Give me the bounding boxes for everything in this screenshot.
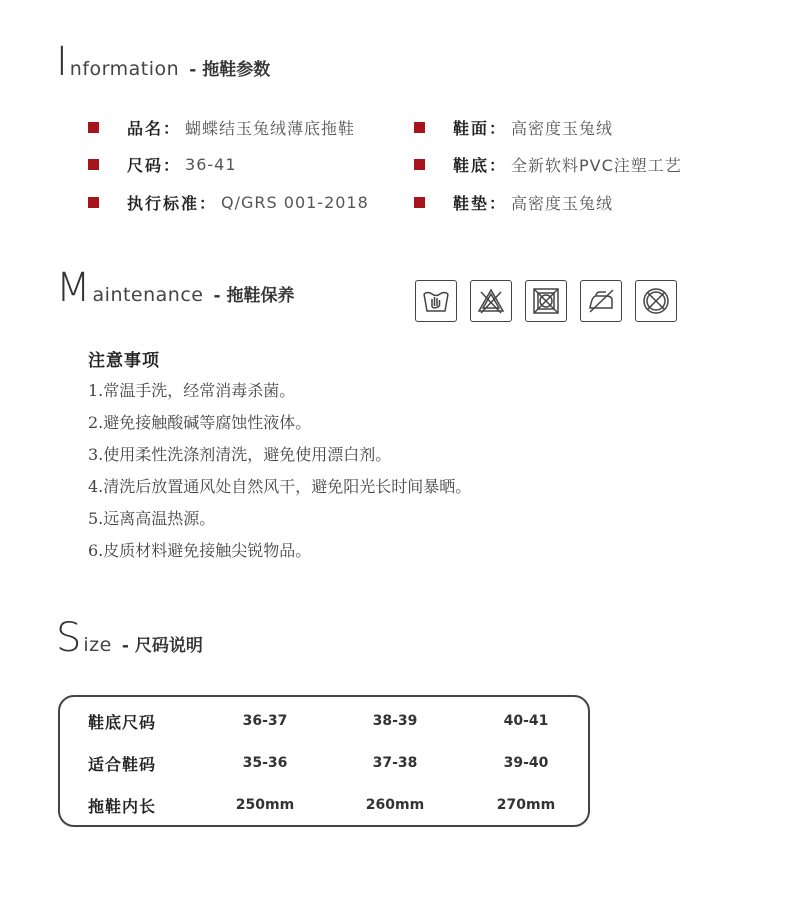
notes-title: 注意事项	[88, 351, 160, 371]
maintenance-separator: -	[213, 286, 221, 306]
size-cell: 40-41	[503, 713, 549, 729]
size-cell: 36-37	[242, 713, 288, 729]
size-cell: 260mm	[365, 797, 425, 813]
hand-wash-icon	[415, 280, 457, 322]
info-label: 执行标准：	[127, 194, 218, 213]
size-table-row	[60, 795, 588, 815]
size-table-row	[60, 711, 588, 731]
info-label: 鞋垫：	[453, 194, 508, 213]
info-value: Q/GRS 001-2018	[221, 193, 369, 212]
info-item-name	[88, 116, 355, 139]
maintenance-subtitle: 拖鞋保养	[226, 286, 295, 306]
information-initial: I	[56, 39, 68, 85]
size-subtitle: 尺码说明	[134, 636, 203, 656]
bullet-square-icon	[414, 122, 425, 133]
care-icons	[415, 280, 690, 322]
info-item-standard	[88, 191, 369, 214]
size-table-row	[60, 753, 588, 773]
info-value: 高密度玉兔绒	[511, 119, 614, 138]
size-cell: 250mm	[235, 797, 295, 813]
info-item-size	[88, 153, 237, 176]
information-title: nformation	[69, 58, 180, 80]
note-item: 3.使用柔性洗涤剂清洗，避免使用漂白剂。	[88, 445, 392, 464]
bullet-square-icon	[414, 159, 425, 170]
size-initial: S	[56, 615, 82, 661]
no-dry-clean-icon	[635, 280, 677, 322]
maintenance-title: aintenance	[92, 284, 204, 306]
size-row-label: 拖鞋内长	[88, 796, 157, 816]
no-tumble-dry-icon	[525, 280, 567, 322]
info-label: 品名：	[127, 119, 182, 138]
notes-list	[88, 375, 471, 567]
size-row-label: 鞋底尺码	[88, 712, 157, 732]
info-value: 36-41	[185, 155, 237, 174]
info-value: 全新软料PVC注塑工艺	[511, 156, 682, 175]
note-item: 6.皮质材料避免接触尖锐物品。	[88, 541, 312, 560]
info-value: 蝴蝶结玉兔绒薄底拖鞋	[185, 119, 356, 138]
size-table	[58, 695, 590, 827]
size-heading	[56, 615, 203, 661]
size-cell: 37-38	[372, 755, 418, 771]
note-item: 5.远离高温热源。	[88, 509, 216, 528]
info-label: 鞋面：	[453, 119, 508, 138]
info-item-insole	[414, 191, 613, 214]
no-bleach-icon	[470, 280, 512, 322]
maintenance-heading	[56, 265, 295, 311]
information-heading	[56, 39, 271, 85]
info-label: 鞋底：	[453, 156, 508, 175]
size-cell: 38-39	[372, 713, 418, 729]
size-cell: 39-40	[503, 755, 549, 771]
bullet-square-icon	[88, 197, 99, 208]
no-iron-icon	[580, 280, 622, 322]
info-item-sole	[414, 153, 682, 176]
note-item: 1.常温手洗，经常消毒杀菌。	[88, 381, 296, 400]
bullet-square-icon	[414, 197, 425, 208]
size-title: ize	[83, 634, 112, 656]
info-item-upper	[414, 116, 613, 139]
bullet-square-icon	[88, 159, 99, 170]
info-value: 高密度玉兔绒	[511, 194, 614, 213]
maintenance-initial: M	[56, 265, 91, 311]
size-cell: 35-36	[242, 755, 288, 771]
size-row-label: 适合鞋码	[88, 754, 157, 774]
bullet-square-icon	[88, 122, 99, 133]
information-subtitle: 拖鞋参数	[202, 60, 271, 80]
info-label: 尺码：	[127, 156, 182, 175]
note-item: 4.清洗后放置通风处自然风干，避免阳光长时间暴晒。	[88, 477, 472, 496]
note-item: 2.避免接触酸碱等腐蚀性液体。	[88, 413, 312, 432]
size-separator: -	[121, 636, 129, 656]
information-separator: -	[189, 60, 197, 80]
size-cell: 270mm	[496, 797, 556, 813]
